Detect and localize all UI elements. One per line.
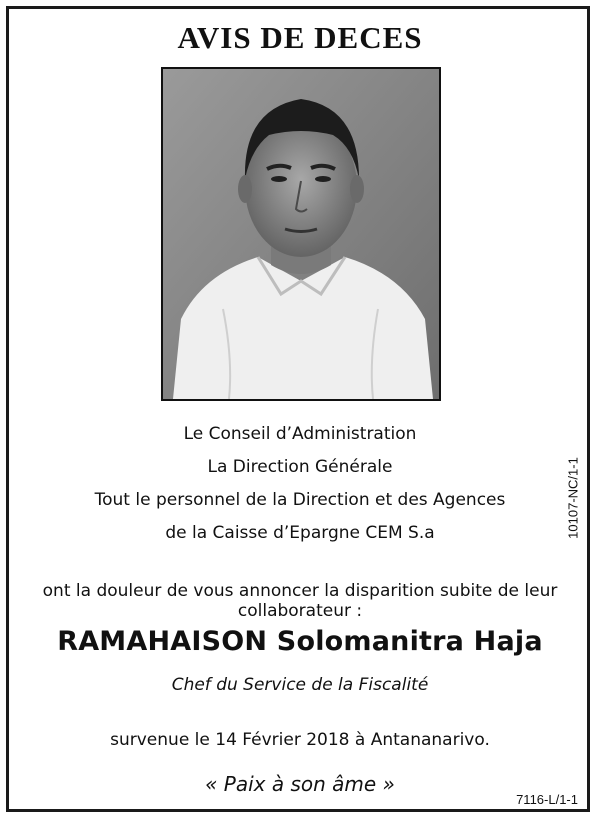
bottom-reference-code: 7116-L/1-1 (516, 792, 578, 807)
announcement-text: ont la douleur de vous annoncer la disparition subite de leur collaborateur : (42, 581, 558, 621)
closing-prayer: « Paix à son âme » (205, 772, 395, 796)
deceased-name: RAMAHAISON Solomanitra Haja (57, 626, 543, 657)
announcer-board: Le Conseil d’Administration (183, 424, 417, 444)
portrait-photo (161, 67, 441, 401)
notice-title: AVIS DE DECES (177, 20, 423, 55)
event-details: survenue le 14 Février 2018 à Antananarivo. (110, 730, 490, 750)
announcer-institution: de la Caisse d’Epargne CEM S.a (165, 523, 435, 543)
deceased-role: Chef du Service de la Fiscalité (171, 675, 429, 695)
announcer-staff: Tout le personnel de la Direction et des Agences (94, 490, 506, 510)
announcer-direction: La Direction Générale (207, 457, 393, 477)
side-reference-code: 10107-NC/1-1 (565, 457, 581, 539)
portrait-photo-icon (163, 69, 439, 399)
